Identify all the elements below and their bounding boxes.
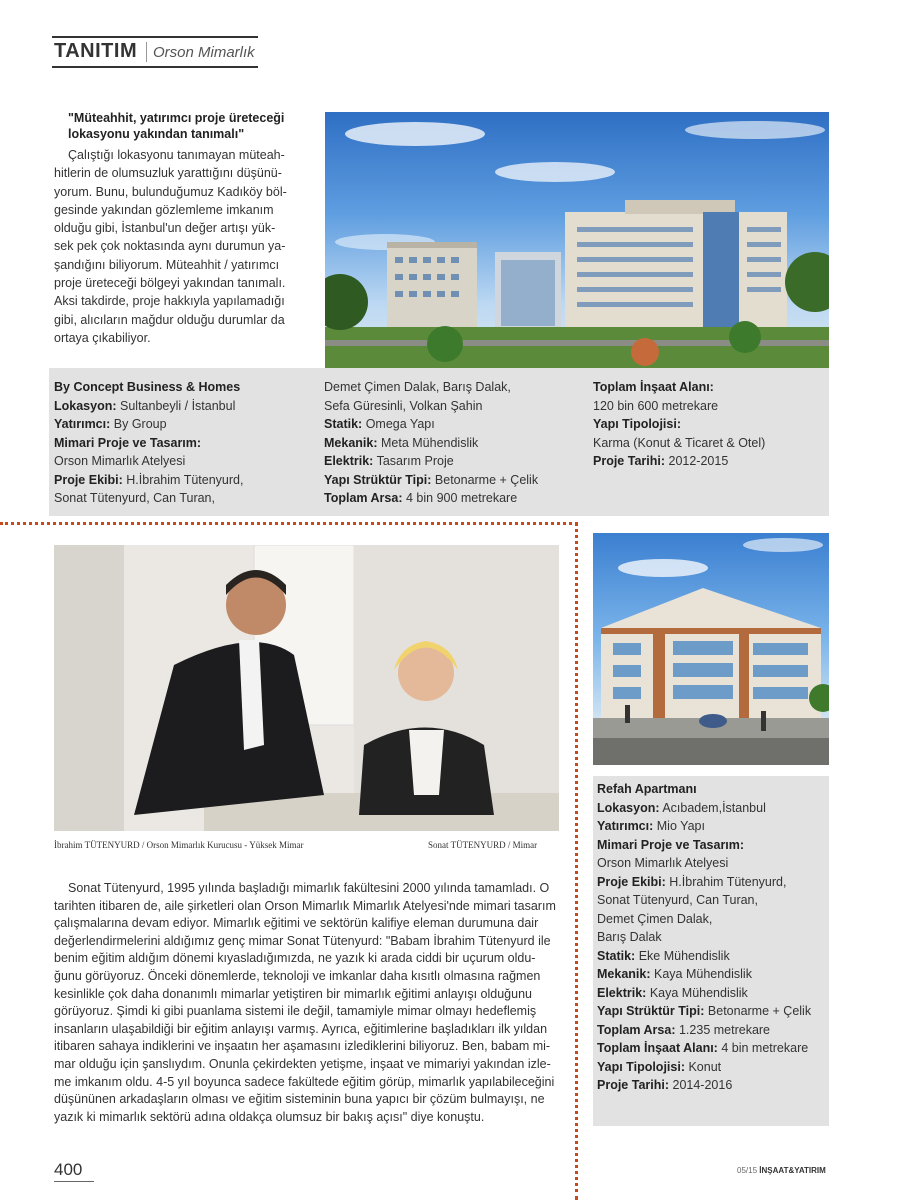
ekip-value: H.İbrahim Tütenyurd, — [669, 874, 787, 889]
yatirimci-label: Yatırımcı: — [54, 417, 111, 431]
struktur-value: Betonarme + Çelik — [707, 1004, 812, 1018]
insaat-label: Toplam İnşaat Alanı: — [593, 380, 714, 394]
body-line: insanların ulaşabildiği bir eğitim anlayışı varmış. Ayrıca, eğitimlerine başladıkları ilk yıldan — [54, 1021, 548, 1036]
photo-caption-left: İbrahim TÜTENYURD / Orson Mimarlık Kurucusu - Yüksek Mimar — [54, 840, 304, 850]
intro-line: hitlerin de olumsuzluk yarattığını düşünü- — [54, 166, 282, 181]
header-divider — [146, 42, 147, 62]
intro-text — [54, 146, 308, 347]
body-line: çalışmalarına devam ediyor. Mimarlık eğitimi ve sektörün kalifiye eleman durumuna dair — [54, 916, 539, 931]
intro-line: olduğu gibi, İstanbul'un değer artışı yük- — [54, 221, 276, 236]
arsa-value: 4 bin 900 metrekare — [405, 491, 518, 505]
lokasyon-value: Acıbadem,İstanbul — [662, 800, 766, 815]
body-line: tarihten itibaren de, aile şirketleri olan Orson Mimarlık Mimarlık Atelyesi'nde mimari tasarım — [54, 898, 556, 913]
statik-value: Omega Yapı — [365, 417, 435, 431]
elektrik-label: Elektrik: — [324, 454, 374, 468]
ekip-value: Demet Çimen Dalak, — [597, 911, 713, 926]
ekip-value: Demet Çimen Dalak, Barış Dalak, — [324, 380, 511, 394]
project1-name: By Concept Business & Homes — [54, 380, 241, 394]
intro-line: sek pek çok noktasında aynı durumun ya- — [54, 239, 286, 254]
header-rule-bottom — [52, 66, 258, 68]
elektrik-value: Kaya Mühendislik — [649, 985, 748, 1000]
page-number: 400 — [54, 1160, 83, 1179]
tipoloji-label: Yapı Tipolojisi: — [593, 417, 681, 431]
yatirimci-label: Yatırımcı: — [597, 819, 654, 833]
project2-details — [597, 780, 811, 1095]
project2-render-image — [593, 533, 829, 765]
body-line: ğunu görüyoruz. Önceki dönemlerde, teknoloji ve imkanlar daha kısıtlı olmasına rağmen — [54, 968, 541, 983]
header-rule-top — [52, 36, 258, 38]
statik-value: Eke Mühendislik — [638, 948, 730, 963]
apartment-building-illustration — [593, 533, 829, 765]
section-title: TANITIM — [54, 40, 138, 62]
tipoloji-label: Yapı Tipolojisi: — [597, 1059, 685, 1074]
page-number-rule — [54, 1181, 94, 1182]
project1-render-image — [325, 112, 829, 368]
project1-col-2 — [324, 378, 538, 508]
body-line: benim eğitim aldığım dönemi kıyasladığımızda, ne yazık ki arada ciddi bir uçurum oldu- — [54, 951, 536, 966]
ekip-value: Barış Dalak — [597, 930, 662, 944]
tipoloji-value: Karma (Konut & Ticaret & Otel) — [593, 435, 766, 450]
tarih-value: 2012-2015 — [668, 454, 729, 468]
mekanik-value: Meta Mühendislik — [380, 435, 479, 450]
body-line: düşününen arkadaşların olması ve eğitim sisteminin buna yapıcı bir çözüm bulmayışı, ne — [54, 1092, 545, 1107]
mimari-value: Orson Mimarlık Atelyesi — [597, 856, 729, 870]
statik-label: Statik: — [324, 417, 363, 431]
tarih-value: 2014-2016 — [672, 1078, 733, 1092]
intro-heading: "Müteahhit, yatırımcı proje üreteceği lokasyonu yakından tanımalı" — [68, 111, 285, 141]
mekanik-value: Kaya Mühendislik — [653, 967, 752, 981]
architects-photo — [54, 545, 559, 831]
struktur-label: Yapı Strüktür Tipi: — [324, 472, 432, 487]
project1-col-1 — [54, 378, 243, 508]
lokasyon-value: Sultanbeyli / İstanbul — [120, 398, 236, 413]
yatirimci-value: Mio Yapı — [656, 819, 705, 833]
mimari-label: Mimari Proje ve Tasarım: — [597, 837, 745, 852]
intro-line: gibi, alıcıların mağdur olduğu durumlar da — [54, 312, 285, 327]
ekip-value: Sefa Güresinli, Volkan Şahin — [324, 398, 483, 413]
project2-name: Refah Apartmanı — [597, 782, 697, 796]
tarih-label: Proje Tarihi: — [597, 1078, 670, 1092]
body-line: itibaren sahaya indiklerini ve inşaatın her aşamasını izlediklerini biliyoruz. Ben, babam mi- — [54, 1039, 551, 1054]
intro-line: Aksi takdirde, proje hakkıyla yapılamadığı — [54, 294, 285, 309]
arsa-label: Toplam Arsa: — [597, 1022, 676, 1037]
issue-footer — [737, 1166, 826, 1175]
body-line: yazık ki mimarlık sektörü adına oldakça olumsuz bir bakış açısı" diye konuştu. — [54, 1109, 485, 1124]
magazine-name: İNŞAAT&YATIRIM — [759, 1166, 826, 1175]
issue-number: 05/15 — [737, 1166, 758, 1175]
intro-line: şandığını biliyorum. Müteahhit / yatırımcı — [54, 257, 280, 272]
yatirimci-value: By Group — [113, 417, 167, 431]
article-body — [54, 880, 560, 1126]
photo-caption-right: Sonat TÜTENYURD / Mimar — [428, 840, 538, 850]
lokasyon-label: Lokasyon: — [54, 398, 117, 413]
struktur-value: Betonarme + Çelik — [434, 472, 539, 487]
tarih-label: Proje Tarihi: — [593, 454, 666, 468]
intro-line: ortaya çıkabiliyor. — [54, 330, 151, 345]
project1-col-3 — [593, 378, 765, 471]
intro-line: Çalıştığı lokasyonu tanımayan müteah- — [68, 148, 285, 162]
struktur-label: Yapı Strüktür Tipi: — [597, 1004, 705, 1018]
elektrik-label: Elektrik: — [597, 985, 647, 1000]
ekip-value: H.İbrahim Tütenyurd, — [126, 472, 244, 487]
dotted-divider-horizontal — [0, 522, 578, 525]
architects-portrait-illustration — [54, 545, 559, 831]
elektrik-value: Tasarım Proje — [376, 454, 454, 468]
ekip-label: Proje Ekibi: — [597, 874, 666, 889]
body-line: me imkanım oldu. 4-5 yıl boyunca sadece fakültede eğitim görüp, mimarlık yapılabileceğini — [54, 1074, 555, 1089]
body-line: Sonat Tütenyurd, 1995 yılında başladığı mimarlık fakültesini 2000 yılında tamamladı. O — [68, 881, 550, 895]
insaat-label: Toplam İnşaat Alanı: — [597, 1041, 718, 1055]
body-line: kesinlikle çok daha donanımlı mimarlar yetiştiren bir mimarlık eğitimi anlayışı olduğunu — [54, 986, 532, 1001]
mimari-label: Mimari Proje ve Tasarım: — [54, 435, 202, 450]
mekanik-label: Mekanik: — [324, 435, 378, 450]
body-line: mar olduğu için şanslıydım. Onunla çekirdekten yetişme, inşaat ve mimariyi yakından izle- — [54, 1056, 551, 1071]
intro-line: yorum. Bunu, bulunduğumuz Kadıköy böl- — [54, 184, 287, 199]
ekip-value: Sonat Tütenyurd, Can Turan, — [597, 893, 758, 907]
arsa-label: Toplam Arsa: — [324, 491, 403, 505]
dotted-divider-vertical — [575, 522, 578, 1200]
ekip-value: Sonat Tütenyurd, Can Turan, — [54, 491, 215, 505]
mekanik-label: Mekanik: — [597, 967, 651, 981]
statik-label: Statik: — [597, 948, 636, 963]
ekip-label: Proje Ekibi: — [54, 472, 123, 487]
insaat-value: 4 bin metrekare — [721, 1041, 809, 1055]
intro-line: proje üreteceği bölgeyi yakından tanımalı. — [54, 276, 286, 291]
intro-line: gesinde yakından gözlemleme imkanım — [54, 202, 274, 217]
body-line: değerlendirmelerini aldığımız genç mimar Sonat Tütenyurd: "Babam İbrahim Tütenyurd ile — [54, 933, 551, 948]
mimari-value: Orson Mimarlık Atelyesi — [54, 454, 186, 468]
arsa-value: 1.235 metrekare — [678, 1022, 771, 1037]
tipoloji-value: Konut — [688, 1059, 722, 1074]
insaat-value: 120 bin 600 metrekare — [593, 398, 719, 413]
building-complex-illustration — [325, 112, 829, 368]
lokasyon-label: Lokasyon: — [597, 800, 660, 815]
section-subtitle: Orson Mimarlık — [153, 44, 255, 61]
body-line: görüyoruz. Şimdi ki gibi puanlama sistemi ile değil, tamamiyle mimar olmayı hedeflemiş — [54, 1004, 537, 1019]
